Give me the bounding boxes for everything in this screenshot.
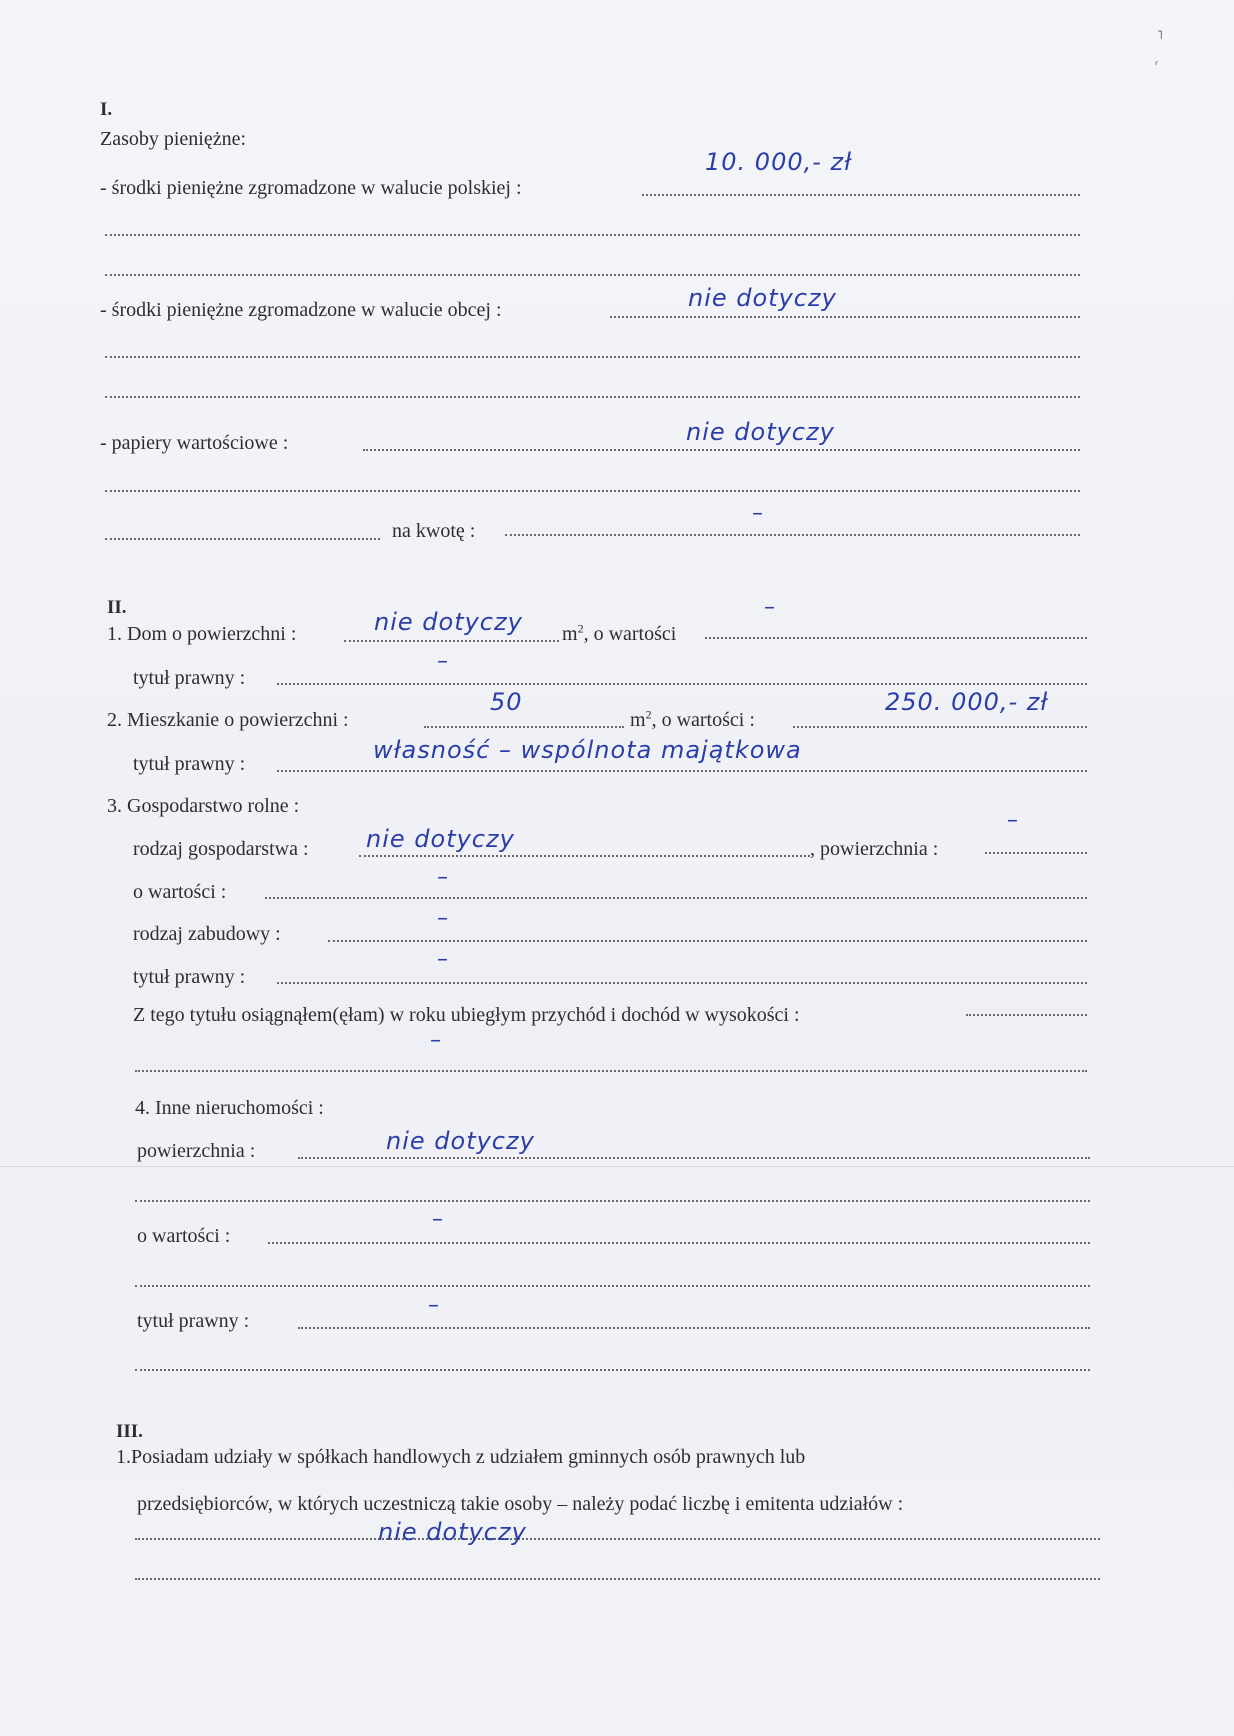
amount-value: –	[752, 501, 763, 526]
other-title-line	[298, 1327, 1090, 1329]
pln-funds-line-2	[105, 234, 1080, 236]
amount-label: na kwotę :	[392, 520, 476, 542]
building-value: –	[437, 906, 448, 931]
farm-area-label: , powierzchnia :	[810, 838, 939, 860]
section-ii-heading: II.	[107, 597, 127, 618]
farm-area-value: –	[1007, 808, 1018, 833]
farm-value-label: o wartości :	[133, 881, 227, 903]
house-value-line	[705, 637, 1087, 639]
house-area-value: nie dotyczy	[374, 608, 523, 636]
section-iii-heading: III.	[116, 1421, 143, 1442]
other-property-label: 4. Inne nieruchomości :	[135, 1097, 324, 1119]
farm-type-label: rodzaj gospodarstwa :	[133, 838, 309, 860]
farm-income-line	[966, 1014, 1087, 1016]
shares-text-line-2: przedsiębiorców, w których uczestniczą takie osoby – należy podać liczbę i emitenta udziałów :	[137, 1493, 904, 1515]
foreign-funds-value: nie dotyczy	[688, 284, 837, 312]
other-title-label: tytuł prawny :	[137, 1310, 250, 1332]
flat-label: 2. Mieszkanie o powierzchni :	[107, 709, 349, 731]
flat-m2-unit: $m^2$, o wartości :	[630, 707, 755, 731]
securities-value: nie dotyczy	[686, 418, 835, 446]
margin-mark: ˥	[1157, 28, 1163, 42]
flat-value-line	[793, 726, 1087, 728]
other-value-label: o wartości :	[137, 1225, 231, 1247]
pln-funds-value: 10. 000,- zł	[705, 148, 853, 176]
house-title-value: –	[437, 649, 448, 674]
house-title-label: tytuł prawny :	[133, 667, 246, 689]
pln-funds-label: - środki pieniężne zgromadzone w walucie polskiej :	[100, 177, 522, 199]
shares-line-2	[135, 1578, 1100, 1580]
foreign-funds-line	[610, 316, 1080, 318]
flat-area-line	[424, 726, 624, 728]
pln-funds-line	[642, 194, 1080, 196]
farm-value: –	[437, 865, 448, 890]
other-value: –	[432, 1207, 443, 1232]
flat-title-line	[277, 770, 1087, 772]
farm-title-value: –	[437, 947, 448, 972]
securities-line-2	[105, 490, 1080, 492]
pln-funds-line-3	[105, 274, 1080, 276]
flat-title-value: własność – wspólnota majątkowa	[373, 736, 802, 764]
farm-title-line	[277, 982, 1087, 984]
flat-area-value: 50	[490, 688, 523, 716]
other-area-label: powierzchnia :	[137, 1140, 256, 1162]
building-line	[328, 940, 1087, 942]
shares-text-line-1: 1.Posiadam udziały w spółkach handlowych z udziałem gminnych osób prawnych lub	[116, 1446, 806, 1468]
securities-label: - papiery wartościowe :	[100, 432, 289, 454]
section-i-title: Zasoby pieniężne:	[100, 128, 247, 150]
farm-value-line	[265, 897, 1087, 899]
foreign-funds-label: - środki pieniężne zgromadzone w walucie obcej :	[100, 299, 502, 321]
other-value-line-2	[135, 1285, 1090, 1287]
margin-mark: ʳ	[1155, 58, 1159, 72]
building-label: rodzaj zabudowy :	[133, 923, 281, 945]
section-i-heading: I.	[100, 99, 113, 120]
foreign-funds-line-2	[105, 356, 1080, 358]
house-area-line	[344, 640, 559, 642]
house-title-line	[277, 683, 1087, 685]
other-title-value: –	[428, 1293, 439, 1318]
securities-line	[363, 449, 1080, 451]
amount-line	[505, 534, 1080, 536]
flat-title-label: tytuł prawny :	[133, 753, 246, 775]
shares-line	[135, 1538, 1100, 1540]
flat-value: 250. 000,- zł	[885, 688, 1049, 716]
farm-area-line	[985, 852, 1087, 854]
shares-value: nie dotyczy	[378, 1518, 527, 1546]
farm-income-line-2	[135, 1070, 1087, 1072]
other-title-line-2	[135, 1369, 1090, 1371]
farm-label: 3. Gospodarstwo rolne :	[107, 795, 300, 817]
farm-type-line	[359, 855, 810, 857]
house-label: 1. Dom o powierzchni :	[107, 623, 297, 645]
farm-title-label: tytuł prawny :	[133, 966, 246, 988]
other-area-value: nie dotyczy	[386, 1127, 535, 1155]
other-area-line-2	[135, 1200, 1090, 1202]
other-area-line	[298, 1157, 1090, 1159]
farm-income-label: Z tego tytułu osiągnąłem(ęłam) w roku ubiegłym przychód i dochód w wysokości :	[133, 1004, 800, 1026]
farm-income-value: –	[430, 1028, 441, 1053]
house-value: –	[764, 595, 775, 620]
foreign-funds-line-3	[105, 396, 1080, 398]
other-value-line	[268, 1242, 1090, 1244]
amount-line-left	[105, 538, 380, 540]
farm-type-value: nie dotyczy	[366, 825, 515, 853]
house-m2-unit: $m^2$, o wartości	[562, 621, 677, 645]
page-fold-line	[0, 1166, 1234, 1167]
